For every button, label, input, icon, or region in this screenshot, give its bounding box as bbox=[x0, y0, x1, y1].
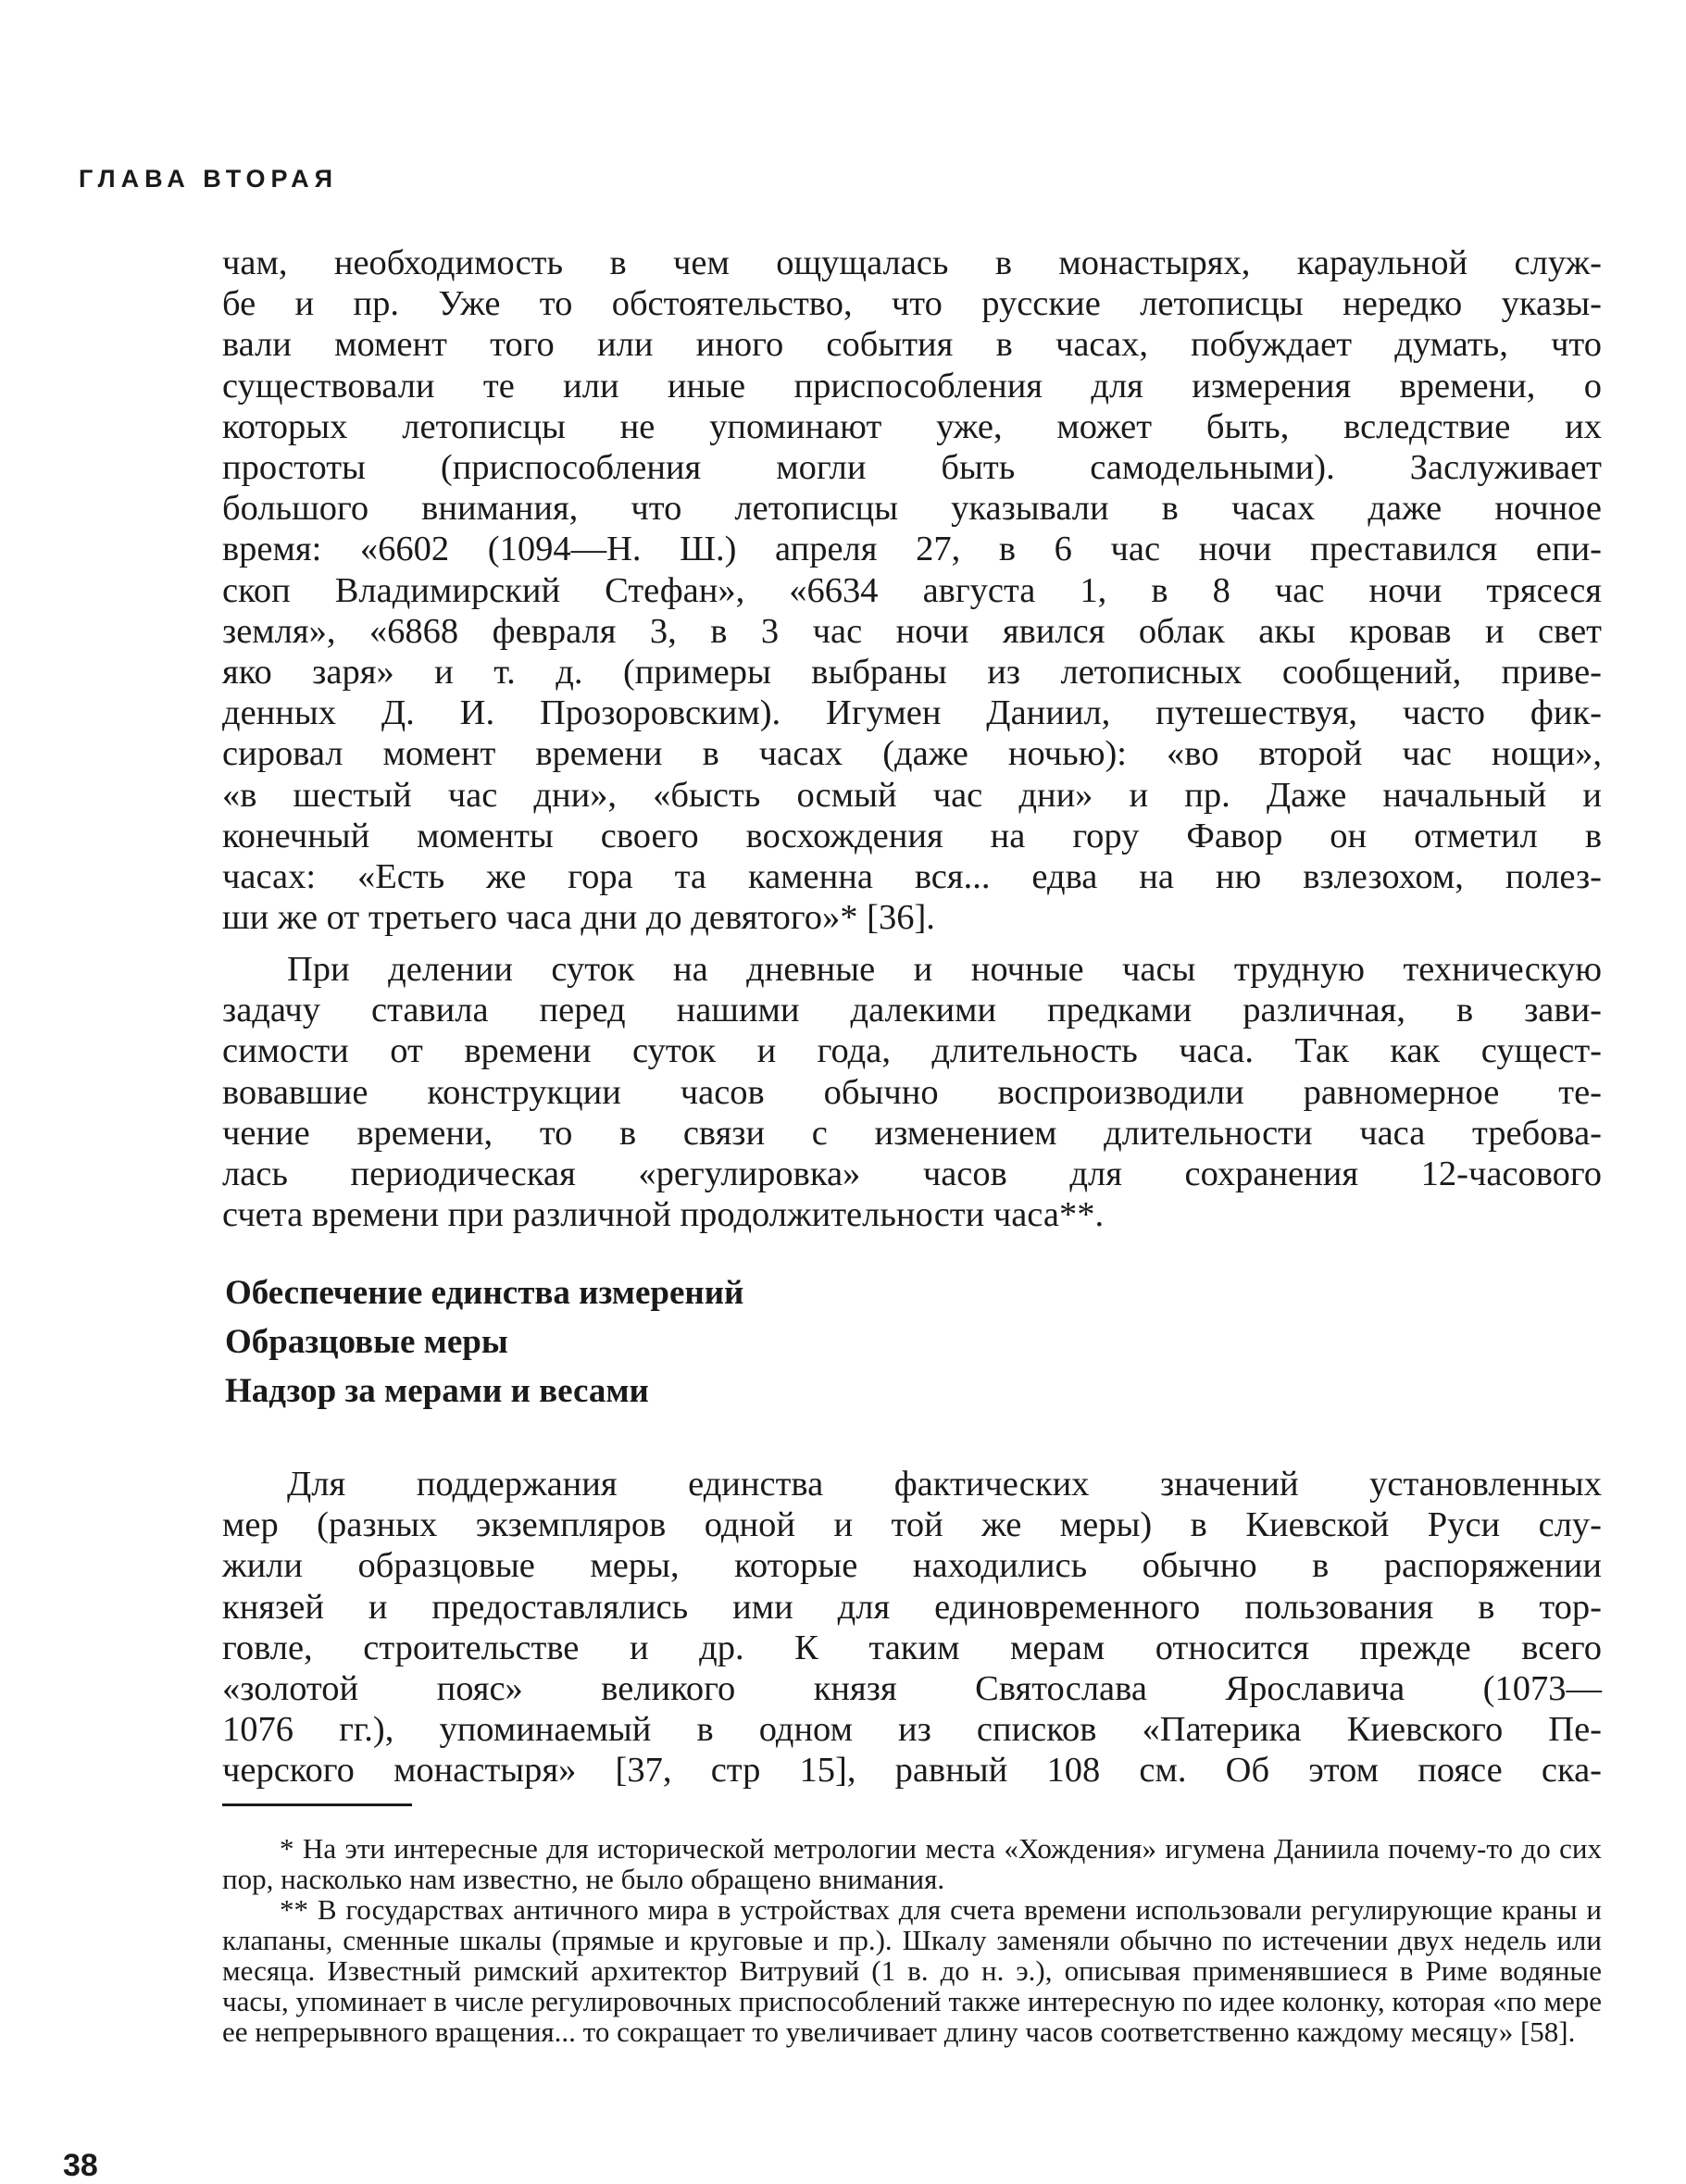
text-line: счета времени при различной продолжительности часа**. bbox=[222, 1195, 1105, 1235]
text-line: яко заря» и т. д. (примеры выбраны из летописных сообщений, приве- bbox=[222, 653, 1602, 693]
text-line: бе и пр. Уже то обстоятельство, что русские летописцы нередко указы- bbox=[222, 284, 1602, 324]
section-heading: Надзор за мерами и весами bbox=[225, 1372, 649, 1410]
text-line: мер (разных экземпляров одной и той же меры) в Киевской Руси слу- bbox=[222, 1505, 1602, 1545]
section-heading: Обеспечение единства измерений bbox=[225, 1274, 744, 1312]
text-line: денных Д. И. Прозоровским). Игумен Даниил, путешествуя, часто фик- bbox=[222, 693, 1602, 733]
section-heading: Образцовые меры bbox=[225, 1323, 508, 1361]
text-line: простоты (приспособления могли быть самодельными). Заслуживает bbox=[222, 448, 1602, 488]
text-line: время: «6602 (1094—Н. Ш.) апреля 27, в 6 час ночи преставился епи- bbox=[222, 530, 1602, 569]
text-line: скоп Владимирский Стефан», «6634 августа 1, в 8 час ночи трясеся bbox=[222, 570, 1602, 610]
footnote-2: ** В государствах античного мира в устройствах для счета времени использовали регулирующие краны и клапаны, сменные шкалы (прямые и круговые и пр.). Шкалу заменяли обычно по истечении двух недель или месяца. Известный римский архитектор Витрувий (1 в. до н. э.), описывая применявшиеся в Риме водяные часы, упоминает в числе регулировочных приспособлений также интересную по идее колонку, которая «по мере ее непрерывного вращения... то сокращает то увеличивает длину часов соответственно каждому месяцу» [58]. bbox=[222, 1893, 1602, 2048]
text-line: «в шестый час дни», «бысть осмый час дни» и пр. Даже начальный и bbox=[222, 775, 1602, 815]
text-line: вали момент того или иного события в часах, побуждает думать, что bbox=[222, 325, 1602, 365]
text-line: чам, необходимость в чем ощущалась в монастырях, караульной служ- bbox=[222, 243, 1602, 282]
text-line: князей и предоставлялись ими для единовременного пользования в тор- bbox=[222, 1587, 1602, 1627]
text-line: задачу ставила перед нашими далекими предками различная, в зави- bbox=[222, 991, 1602, 1030]
paragraph-3 bbox=[222, 1464, 1602, 1791]
paragraph-1 bbox=[222, 243, 1602, 938]
text-line: черского монастыря» [37, стр 15], равный 108 см. Об этом поясе ска- bbox=[222, 1751, 1602, 1791]
footnotes bbox=[222, 1833, 1602, 2047]
text-line: говле, строительстве и др. К таким мерам относится прежде всего bbox=[222, 1628, 1602, 1667]
text-line: Для поддержания единства фактических значений установленных bbox=[287, 1465, 1602, 1504]
text-line: ши же от третьего часа дни до девятого»* [36]. bbox=[222, 898, 935, 938]
text-line: «золотой пояс» великого князя Святослава Ярославича (1073— bbox=[222, 1669, 1602, 1709]
text-line: 1076 гг.), упоминаемый в одном из списков «Патерика Киевского Пе- bbox=[222, 1710, 1602, 1750]
chapter-running-head: ГЛАВА ВТОРАЯ bbox=[79, 165, 339, 193]
text-line: вовавшие конструкции часов обычно воспроизводили равномерное те- bbox=[222, 1072, 1602, 1112]
text-line: сировал момент времени в часах (даже ночью): «во второй час нощи», bbox=[222, 734, 1602, 774]
section-headings bbox=[225, 1268, 743, 1416]
text-line: лась периодическая «регулировка» часов для сохранения 12-часового bbox=[222, 1154, 1602, 1194]
paragraph-2 bbox=[222, 949, 1602, 1235]
text-line: которых летописцы не упоминают уже, может быть, вследствие их bbox=[222, 406, 1602, 446]
text-line: чение времени, то в связи с изменением длительности часа требова- bbox=[222, 1113, 1602, 1153]
text-line: земля», «6868 февраля 3, в 3 час ночи явился облак акы кровав и свет bbox=[222, 611, 1602, 651]
text-line: существовали те или иные приспособления для измерения времени, о bbox=[222, 366, 1602, 406]
text-line: симости от времени суток и года, длительность часа. Так как сущест- bbox=[222, 1031, 1602, 1071]
text-line: При делении суток на дневные и ночные часы трудную техническую bbox=[287, 950, 1602, 989]
text-line: часах: «Есть же гора та каменна вся... едва на ню взлезохом, полез- bbox=[222, 857, 1602, 897]
text-line: конечный моменты своего восхождения на гору Фавор он отметил в bbox=[222, 816, 1602, 855]
text-line: жили образцовые меры, которые находились обычно в распоряжении bbox=[222, 1546, 1602, 1586]
footnote-1: * На эти интересные для исторической метрологии места «Хождения» игумена Даниила почему-то до сих пор, насколько нам известно, не было обращено внимания. bbox=[222, 1832, 1602, 1895]
footnote-divider bbox=[222, 1803, 412, 1806]
text-line: большого внимания, что летописцы указывали в часах даже ночное bbox=[222, 489, 1602, 529]
page-number: 38 bbox=[63, 2148, 98, 2183]
